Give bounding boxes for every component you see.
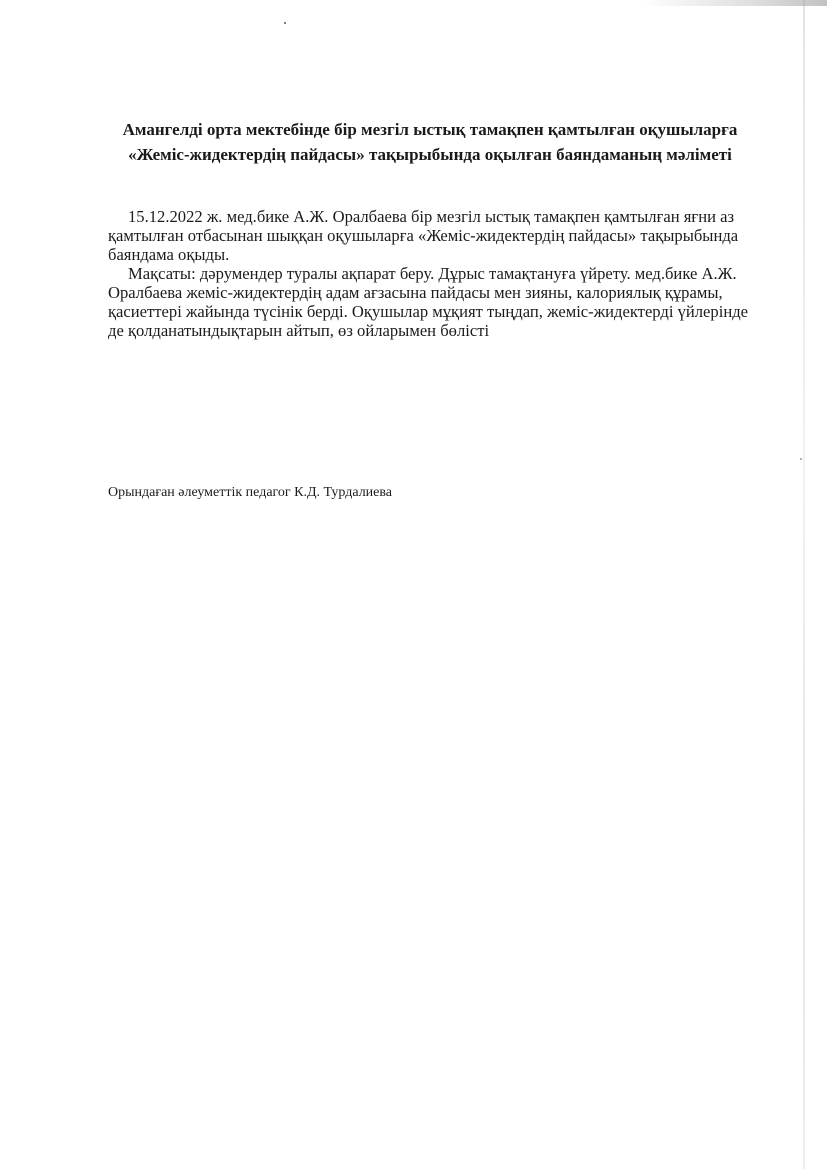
scan-speck [284, 22, 286, 24]
scan-edge-right [803, 0, 805, 1169]
paragraph-event: 15.12.2022 ж. мед.бике А.Ж. Оралбаева бір мезгіл ыстық тамақпен қамтылған яғни аз қамтылған отбасынан шыққан оқушыларға «Жеміс-жидектердің пайдасы» тақырыбында баяндама оқыды. [108, 207, 739, 264]
paragraph-purpose: Мақсаты: дәрумендер туралы ақпарат беру. Дұрыс тамақтануға үйрету. мед.бике А.Ж. Оралбаева жеміс-жидектердің адам ағзасына пайдасы мен зияны, калориялық құрамы, қасиеттері жайында түсінік берді. Оқушылар мұқият тыңдап, жеміс-жидектерді үйлерінде де қолданатындықтарын айтып, өз ойларымен бөлісті [108, 264, 749, 340]
scan-speck [800, 458, 802, 460]
document-title: Амангелді орта мектебінде бір мезгіл ыстық тамақпен қамтылған оқушыларға «Жеміс-жидектердің пайдасы» тақырыбында оқылған баяндаманың мәліметі [122, 120, 738, 164]
signature-line: Орындаған әлеуметтік педагог К.Д. Турдалиева [108, 485, 393, 500]
document-body [108, 207, 760, 340]
scan-edge-top [640, 0, 827, 6]
